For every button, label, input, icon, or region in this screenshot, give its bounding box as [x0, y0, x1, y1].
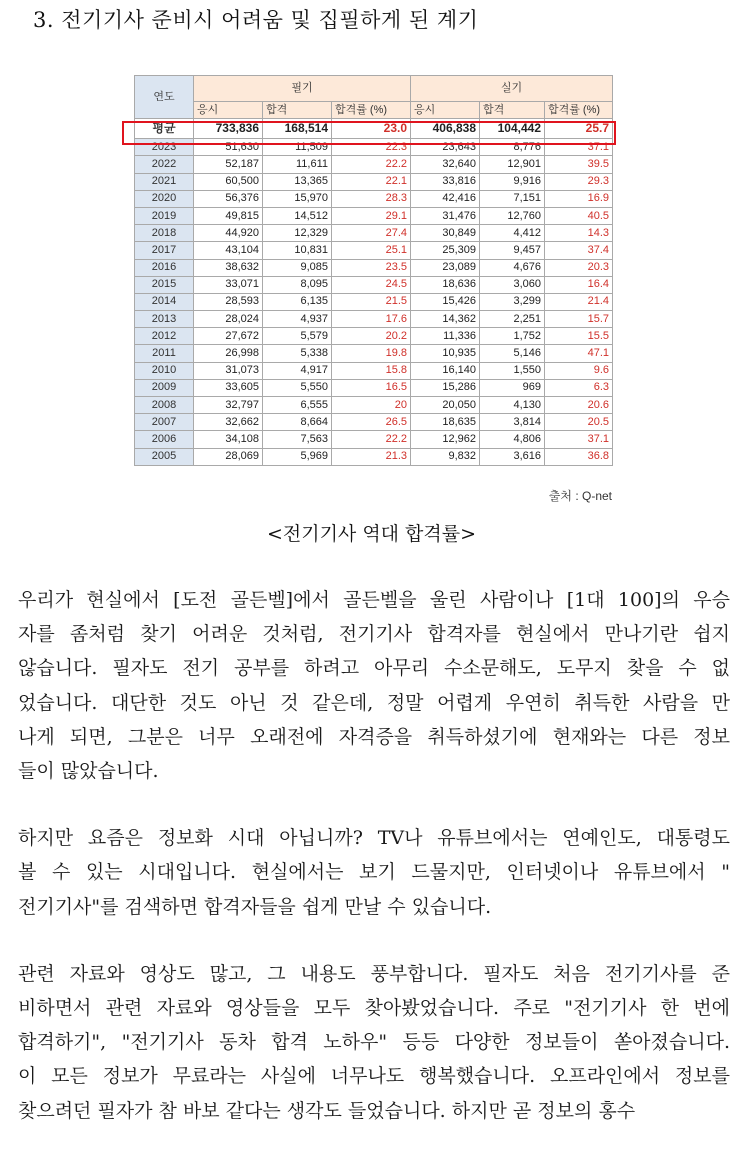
year-cell: 2023 [135, 139, 194, 156]
table-cell: 20.6 [545, 397, 613, 414]
paragraph-line: 하지만 요즘은 정보화 시대 아닙니까? TV나 유튜브에서는 연예인도, 대통령도 [18, 827, 730, 850]
table-row [135, 397, 613, 414]
table-cell: 24.5 [332, 276, 411, 293]
table-cell: 6,135 [263, 293, 332, 310]
table-cell: 9,457 [480, 242, 545, 259]
sub-header: 합격률 (%) [545, 102, 613, 119]
table-cell: 9,832 [411, 448, 480, 465]
year-header: 연도 [135, 76, 194, 119]
table-cell: 15,286 [411, 379, 480, 396]
table-cell: 11,336 [411, 328, 480, 345]
paragraph-line: 나게 되면, 그분은 너무 오래전에 자격증을 취득하셨기에 현재와는 다른 정보 [18, 725, 730, 748]
table-cell: 19.8 [332, 345, 411, 362]
table-cell: 28.3 [332, 190, 411, 207]
table-cell: 22.2 [332, 431, 411, 448]
paragraph-line: 볼 수 있는 시대입니다. 현실에서는 보기 드물지만, 인터넷이나 유튜브에서 " [18, 861, 730, 884]
sub-header: 응시 [411, 102, 480, 119]
paragraph-line: 비하면서 관련 자료와 영상들을 모두 찾아봤었습니다. 주로 "전기기사 한 번에 [18, 997, 730, 1020]
table-row [135, 259, 613, 276]
source-note: 출처 : Q-net [548, 489, 612, 503]
table-row [135, 276, 613, 293]
year-cell: 2015 [135, 276, 194, 293]
paragraph-line: 전기기사"를 검색하면 합격자들을 쉽게 만날 수 있습니다. [18, 895, 492, 918]
table-cell: 29.1 [332, 207, 411, 224]
table-row [135, 173, 613, 190]
table-cell: 12,329 [263, 225, 332, 242]
table-row [135, 156, 613, 173]
table-cell: 36.8 [545, 448, 613, 465]
table-cell: 15,970 [263, 190, 332, 207]
table-cell: 1,550 [480, 362, 545, 379]
paragraph [18, 957, 730, 1128]
table-cell: 15,426 [411, 293, 480, 310]
paragraph-line: 관련 자료와 영상도 많고, 그 내용도 풍부합니다. 필자도 처음 전기기사를 준 [18, 962, 730, 985]
paragraph-line: 이 모든 정보가 무료라는 사실에 너무나도 행복했습니다. 오프라인에서 정보를 [18, 1065, 730, 1088]
table-cell: 34,108 [194, 431, 263, 448]
table-cell: 25.1 [332, 242, 411, 259]
table-cell: 38,632 [194, 259, 263, 276]
table-cell: 22.1 [332, 173, 411, 190]
table-row [135, 431, 613, 448]
table-cell: 7,563 [263, 431, 332, 448]
table-cell: 406,838 [411, 119, 480, 139]
table-row [135, 190, 613, 207]
paragraph-line: 자를 좀처럼 찾기 어려운 것처럼, 전기기사 합격자를 현실에서 만나기란 쉽지 [18, 623, 730, 646]
table-cell: 33,816 [411, 173, 480, 190]
table-cell: 11,509 [263, 139, 332, 156]
table-cell: 733,836 [194, 119, 263, 139]
paragraph-line: 들이 많았습니다. [18, 760, 159, 783]
table-row [135, 207, 613, 224]
practical-header: 실기 [411, 76, 613, 102]
table-cell: 9,085 [263, 259, 332, 276]
table-cell: 2,251 [480, 311, 545, 328]
table-row [135, 139, 613, 156]
table-row [135, 379, 613, 396]
table-cell: 12,962 [411, 431, 480, 448]
written-header: 필기 [194, 76, 411, 102]
table-cell: 13,365 [263, 173, 332, 190]
table-cell: 30,849 [411, 225, 480, 242]
table-row [135, 345, 613, 362]
table-cell: 14,512 [263, 207, 332, 224]
year-cell: 2016 [135, 259, 194, 276]
table-cell: 44,920 [194, 225, 263, 242]
table-cell: 11,611 [263, 156, 332, 173]
paragraph-line: 우리가 현실에서 [도전 골든벨]에서 골든벨을 울린 사람이나 [1대 100]의 우승 [18, 589, 730, 611]
table-cell: 8,664 [263, 414, 332, 431]
table-cell: 16.9 [545, 190, 613, 207]
sub-header: 합격률 (%) [332, 102, 411, 119]
year-cell: 2005 [135, 448, 194, 465]
table-cell: 8,776 [480, 139, 545, 156]
table-cell: 28,024 [194, 311, 263, 328]
table-cell: 3,060 [480, 276, 545, 293]
table-cell: 37.4 [545, 242, 613, 259]
table-cell: 969 [480, 379, 545, 396]
table-cell: 5,579 [263, 328, 332, 345]
table-cell: 22.3 [332, 139, 411, 156]
table-cell: 51,630 [194, 139, 263, 156]
year-cell: 2011 [135, 345, 194, 362]
year-cell: 2013 [135, 311, 194, 328]
table-row [135, 362, 613, 379]
table-cell: 20.3 [545, 259, 613, 276]
table-cell: 20.2 [332, 328, 411, 345]
year-cell: 2022 [135, 156, 194, 173]
table-cell: 12,760 [480, 207, 545, 224]
table-cell: 16.4 [545, 276, 613, 293]
table-cell: 5,338 [263, 345, 332, 362]
table-cell: 49,815 [194, 207, 263, 224]
table-cell: 4,412 [480, 225, 545, 242]
table-cell: 60,500 [194, 173, 263, 190]
table-cell: 3,814 [480, 414, 545, 431]
year-cell: 2007 [135, 414, 194, 431]
table-cell: 27.4 [332, 225, 411, 242]
table-cell: 47.1 [545, 345, 613, 362]
table-cell: 16,140 [411, 362, 480, 379]
table-cell: 20 [332, 397, 411, 414]
table-cell: 1,752 [480, 328, 545, 345]
year-cell: 2010 [135, 362, 194, 379]
paragraph-line: 않습니다. 필자도 전기 공부를 하려고 아무리 수소문해도, 도무지 찾을 수 없 [18, 657, 730, 680]
table-cell: 23.5 [332, 259, 411, 276]
table-cell: 21.4 [545, 293, 613, 310]
table-row [135, 293, 613, 310]
paragraph-line: 합격하기", "전기기사 동차 합격 노하우" 등등 다양한 정보들이 쏟아졌습니다. [18, 1031, 730, 1054]
table-cell: 15.5 [545, 328, 613, 345]
table-cell: 42,416 [411, 190, 480, 207]
table-row [135, 414, 613, 431]
table-cell: 31,476 [411, 207, 480, 224]
year-cell: 2009 [135, 379, 194, 396]
table-cell: 27,672 [194, 328, 263, 345]
paragraph-line: 었습니다. 대단한 것도 아닌 것 같은데, 정말 어렵게 우연히 취득한 사람을 만 [18, 691, 730, 714]
table-cell: 21.5 [332, 293, 411, 310]
year-cell: 2014 [135, 293, 194, 310]
table-cell: 26,998 [194, 345, 263, 362]
table-cell: 12,901 [480, 156, 545, 173]
table-cell: 20,050 [411, 397, 480, 414]
table-cell: 37.1 [545, 431, 613, 448]
table-cell: 4,130 [480, 397, 545, 414]
table-cell: 32,662 [194, 414, 263, 431]
body-text [18, 583, 730, 1161]
table-cell: 33,605 [194, 379, 263, 396]
table-cell: 14,362 [411, 311, 480, 328]
table-row [135, 242, 613, 259]
table-cell: 25.7 [545, 119, 613, 139]
table-cell: 28,069 [194, 448, 263, 465]
table-cell: 20.5 [545, 414, 613, 431]
table-cell: 33,071 [194, 276, 263, 293]
year-cell: 2008 [135, 397, 194, 414]
table-cell: 3,299 [480, 293, 545, 310]
year-cell: 2012 [135, 328, 194, 345]
table-row [135, 328, 613, 345]
table-cell: 6,555 [263, 397, 332, 414]
table-cell: 32,797 [194, 397, 263, 414]
table-cell: 18,635 [411, 414, 480, 431]
table-cell: 18,636 [411, 276, 480, 293]
sub-header: 합격 [480, 102, 545, 119]
table-cell: 15.8 [332, 362, 411, 379]
section-heading: 3. 전기기사 준비시 어려움 및 집필하게 된 계기 [33, 8, 479, 32]
table-cell: 3,616 [480, 448, 545, 465]
table-cell: 15.7 [545, 311, 613, 328]
table-row [135, 448, 613, 465]
year-cell: 2017 [135, 242, 194, 259]
year-cell: 2006 [135, 431, 194, 448]
paragraph-line: 찾으려던 필자가 참 바보 같다는 생각도 들었습니다. 하지만 곧 정보의 홍수 [18, 1099, 636, 1122]
table-cell: 25,309 [411, 242, 480, 259]
table-cell: 17.6 [332, 311, 411, 328]
table-cell: 16.5 [332, 379, 411, 396]
table-cell: 31,073 [194, 362, 263, 379]
table-caption: <전기기사 역대 합격률> [266, 523, 477, 545]
average-row [135, 119, 613, 139]
table-cell: 6.3 [545, 379, 613, 396]
table-cell: 23.0 [332, 119, 411, 139]
year-cell: 2018 [135, 225, 194, 242]
table-row [135, 311, 613, 328]
table-cell: 7,151 [480, 190, 545, 207]
table-cell: 4,917 [263, 362, 332, 379]
table-cell: 14.3 [545, 225, 613, 242]
table-cell: 168,514 [263, 119, 332, 139]
paragraph [18, 583, 730, 788]
table-cell: 29.3 [545, 173, 613, 190]
paragraph [18, 821, 730, 924]
table-cell: 5,146 [480, 345, 545, 362]
table-cell: 5,550 [263, 379, 332, 396]
table-cell: 10,831 [263, 242, 332, 259]
table-cell: 21.3 [332, 448, 411, 465]
table-cell: 37.1 [545, 139, 613, 156]
table-cell: 23,643 [411, 139, 480, 156]
table-cell: 52,187 [194, 156, 263, 173]
table-cell: 32,640 [411, 156, 480, 173]
table-cell: 56,376 [194, 190, 263, 207]
table-cell: 22.2 [332, 156, 411, 173]
table-cell: 4,676 [480, 259, 545, 276]
sub-header: 응시 [194, 102, 263, 119]
table-cell: 9,916 [480, 173, 545, 190]
table-cell: 26.5 [332, 414, 411, 431]
table-cell: 28,593 [194, 293, 263, 310]
table-cell: 40.5 [545, 207, 613, 224]
table-cell: 4,937 [263, 311, 332, 328]
pass-rate-table [134, 75, 612, 466]
table-cell: 9.6 [545, 362, 613, 379]
table-cell: 4,806 [480, 431, 545, 448]
table-cell: 8,095 [263, 276, 332, 293]
table-cell: 104,442 [480, 119, 545, 139]
table-row [135, 225, 613, 242]
year-cell: 2019 [135, 207, 194, 224]
table-cell: 10,935 [411, 345, 480, 362]
year-cell: 2020 [135, 190, 194, 207]
table-cell: 39.5 [545, 156, 613, 173]
sub-header: 합격 [263, 102, 332, 119]
year-cell: 2021 [135, 173, 194, 190]
table-cell: 5,969 [263, 448, 332, 465]
table-cell: 43,104 [194, 242, 263, 259]
table-cell: 23,089 [411, 259, 480, 276]
average-label: 평균 [135, 119, 194, 139]
